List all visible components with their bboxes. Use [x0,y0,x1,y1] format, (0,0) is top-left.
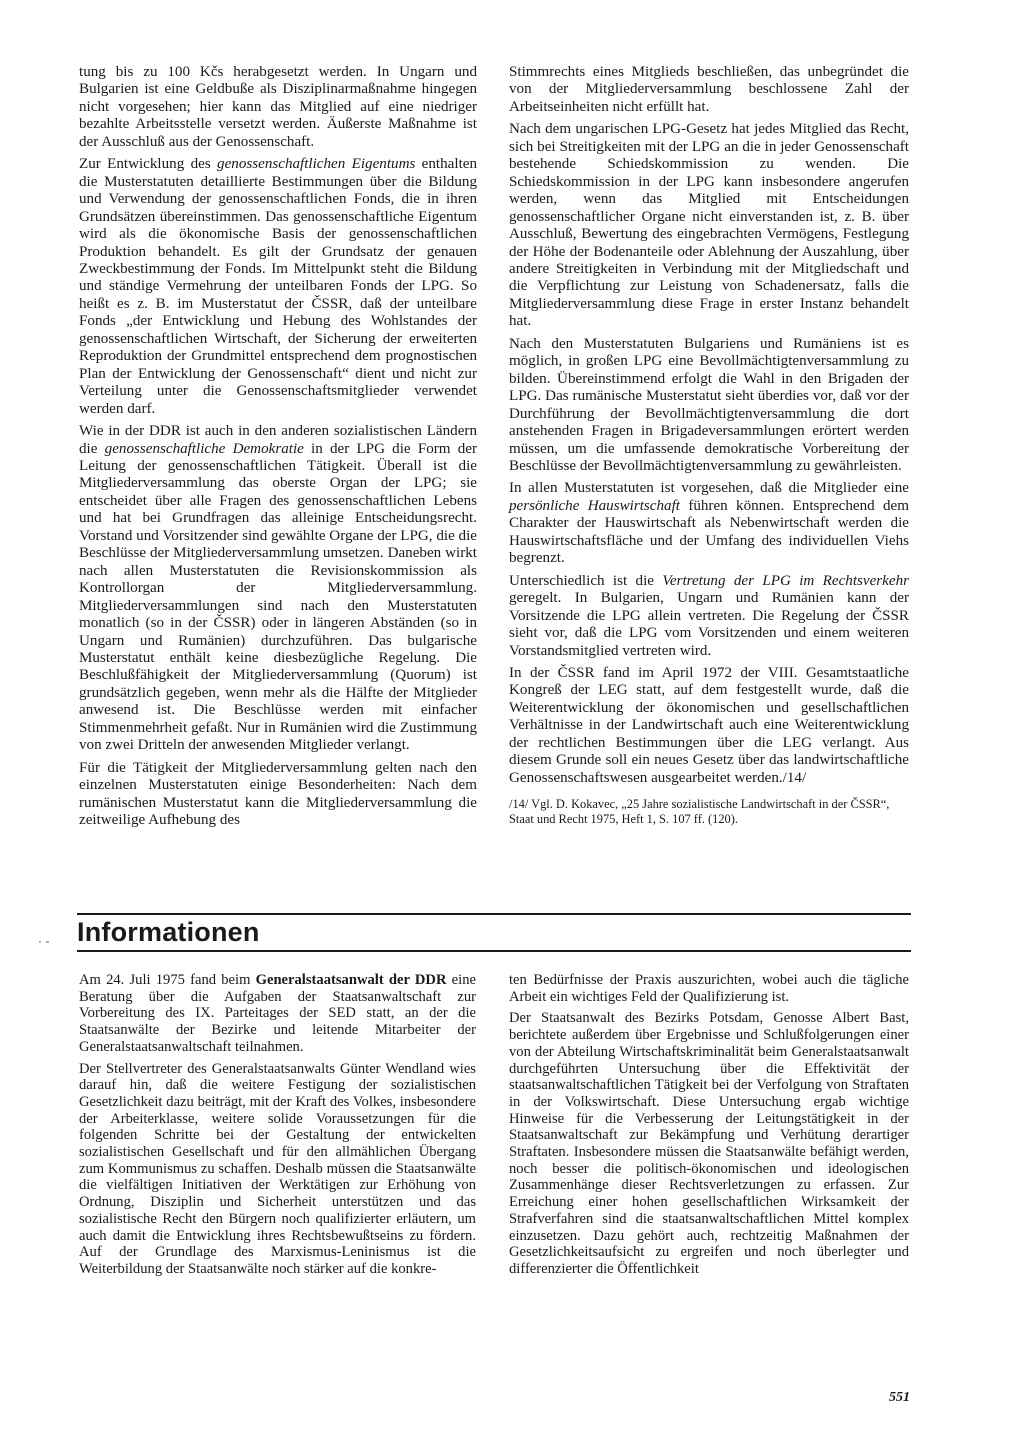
bold-term: Generalstaatsanwalt der DDR [255,972,447,988]
text-run: Unterschiedlich ist die [509,572,663,589]
footnote: /14/ Vgl. D. Kokavec, „25 Jahre sozialistische Landwirtschaft in der ČSSR“, Staat und Recht 1975, Heft 1, S. 107 ff. (120). [509,797,890,826]
emphasis-term: genossenschaftliche Demokratie [104,440,304,457]
article-left-column [79,64,477,834]
text-run: Zur Entwicklung des [79,156,218,173]
text-run: führen können. Entsprechend dem Charakter der Hauswirtschaft als Nebenwirtschaft werden die Hauswirtschaftsfläche und der Umfang des individuellen Viehs begrenzt. [509,497,910,567]
text-run: in der LPG die Form der Leitung der genossenschaftlichen Tätigkeit. Überall ist die Mitgliederversammlung das oberste Organ der LPG; sie entscheidet über alle Fragen des genossenschaftlichen Lebens und hat bei Grundfragen das alleinige Entscheidungsrecht. Vorstand und Vorsitzender sind gewählte Organe der LPG, die die Beschlüsse der Mitgliederversammlung umsetzen. Daneben wirkt nach allen Musterstatuten die Revisionskommission als Kontrollorgan der Mitgliederversammlung. Mitgliederversammlungen sind nach den Musterstatuten monatlich (so in der ČSSR) oder in längeren Abständen (so in Ungarn und Rumänien) durchzuführen. Das bulgarische Musterstatut enthält keine diesbezügliche Regelung. Die Beschlußfähigkeit der Mitgliederversammlung (Quorum) ist grundsätzlich gegeben, wenn mehr als die Hälfte der Mitglieder anwesend ist. Die Beschlüsse werden mit einfacher Stimmenmehrheit gefaßt. Nur in Rumänien wird die Zustimmung von zwei Dritteln der anwesenden Mitglieder verlangt. [79,440,478,754]
paragraph [509,573,909,660]
paragraph: Nach den Musterstatuten Bulgariens und Rumäniens ist es möglich, in großen LPG eine Bevollmächtigtenversammlung zu bilden. Übereinstimmend erfolgt die Wahl in den Brigaden der LPG. Das rumänische Musterstatut sieht überdies vor, daß vor der Durchführung der Bevollmächtigtenversammlung die dort anstehenden Fragen in Brigadeversammlungen erörtert werden müssen, um die umfassende demokratische Vorbereitung der Beschlüsse der Bevollmächtigtenversammlung zu gewährleisten. [509,335,909,474]
paragraph: In der ČSSR fand im April 1972 der VIII. Gesamtstaatliche Kongreß der LEG statt, auf dem festgestellt wurde, daß die Weiterentwicklung der ökonomischen und gesellschaftlichen Verhältnisse in der Landwirtschaft auch eine Weiterentwicklung der rechtlichen Bestimmungen über die LEG verlangt. Aus diesem Grunde soll ein neues Gesetz über das landwirtschaftliche Genossenschaftswesen ausgearbeitet werden./14/ [509,664,909,786]
paragraph: ten Bedürfnisse der Praxis auszurichten, wobei auch die tägliche Arbeit ein wichtiges Feld der Qualifizierung ist. [509,972,909,1005]
emphasis-term: Vertretung der LPG im Rechtsverkehr [662,572,909,589]
text-run: geregelt. In Bulgarien, Ungarn und Rumänien kann der Vorsitzende die LPG allein vertreten. Die Regelung der ČSSR sieht vor, daß die LPG vom Vorsitzenden und einem weiteren Vorstandsmitglied vertreten wird. [509,590,909,659]
paragraph [79,156,477,418]
article-right-column [509,64,909,831]
paragraph [79,423,477,755]
paragraph: Stimmrechts eines Mitglieds beschließen, das unbegründet die von der Mitgliederversammlung beschlossene Zahl der Arbeitseinheiten nicht erfüllt hat. [509,64,909,115]
margin-mark: · - [38,934,50,948]
info-right-column [509,972,909,1283]
paragraph: Für die Tätigkeit der Mitgliederversammlung gelten nach den einzelnen Musterstatuten einige Besonderheiten: Nach dem rumänischen Musterstatut kann die Mitgliederversammlung die zeitweilige Aufhebung des [79,759,477,829]
text-run: Wie in der DDR ist auch in den anderen sozialistischen Ländern die [79,423,477,457]
emphasis-term: persönliche Hauswirtschaft [509,497,680,514]
section-rule-top [77,913,911,915]
info-left-column [79,972,476,1283]
paragraph [79,972,476,1056]
text-run: eine Beratung über die Aufgaben der Staatsanwaltschaft zur Vorbereitung des IX. Parteitages der SED statt, an der die Staatsanwälte der Bezirke und leitende Mitarbeiter der Generalstaatsanwaltschaft teilnahmen. [79,972,476,1055]
text-run: Am 24. Juli 1975 fand beim [79,972,256,988]
paragraph: Nach dem ungarischen LPG-Gesetz hat jedes Mitglied das Recht, sich bei Streitigkeiten mit der LPG an die in jeder Genossenschaft bestehende Schiedskommission zu wenden. Die Schiedskommission in der LPG kann insbesondere angerufen werden, wenn das Mitglied mit Entscheidungen genossenschaftlicher Organe nicht einverstanden ist, z. B. über Ausschluß, Bewertung des eingebrachten Vermögens, Festlegung der Höhe der Bodenanteile oder Ablehnung der Auszahlung, über andere Streitigkeiten in Verbindung mit der Mitgliedschaft und die Verpflichtung zur Leistung von Schadenersatz, falls die Mitgliederversammlung diese Frage in erster Instanz behandelt hat. [509,121,909,330]
page-number: 551 [889,1390,910,1405]
paragraph [509,480,909,567]
text-run: In allen Musterstatuten ist vorgesehen, daß die Mitglieder eine [509,480,909,497]
section-title: Informationen [77,917,260,947]
text-run: enthalten die Musterstatuten detaillierte Bestimmungen über die Bildung und Verwendung der genossenschaftlichen Fonds, die in ihren Grundsätzen übereinstimmen. Das genossenschaftliche Eigentum wird als die ökonomische Basis der genossenschaftlichen Produktion behandelt. Es gilt der Grundsatz der genauen Zweckbestimmung der Fonds. Im Mittelpunkt steht die Bildung und ständige Vermehrung der unteilbaren Fonds der LPG. So heißt es z. B. im Musterstatut der ČSSR, daß der unteilbare Fonds „der Entwicklung und Hebung des Wohlstandes der genossenschaftlichen Wirtschaft, der Sicherung der erweiterten Reproduktion der Grundmittel entsprechend dem prognostischen Plan der Entwicklung der Genossenschaft“ dient und nicht zur Verteilung unter die Genossenschaftsmitglieder verwendet werden darf. [79,156,478,417]
emphasis-term: genossenschaftlichen Eigentums [217,156,416,173]
paragraph: Der Stellvertreter des Generalstaatsanwalts Günter Wendland wies darauf hin, daß die weitere Festigung der sozialistischen Gesetzlichkeit dazu beiträgt, mit der Kraft des Volkes, insbesondere der Arbeiterklasse, weitere solide Voraussetzungen für die folgenden Schritte bei der Gestaltung der entwickelten sozialistischen Gesellschaft und für den allmählichen Übergang zum Kommunismus zu schaffen. Deshalb müssen die Staatsanwälte die vielfältigen Initiativen der Werktätigen zur Erhöhung von Ordnung, Disziplin und Sicherheit unterstützen und das sozialistische Recht den Bürgern noch qualifizierter erläutern, um auch damit die Entwicklung ihres Rechtsbewußtseins zu fördern. Auf der Grundlage des Marxismus-Leninismus ist die Weiterbildung der Staatsanwälte noch stärker auf die konkre- [79,1060,476,1277]
paragraph: Der Staatsanwalt des Bezirks Potsdam, Genosse Albert Bast, berichtete außerdem über Ergebnisse und Schlußfolgerungen einer von der Abteilung Wirtschaftskriminalität beim Generalstaatsanwalt durchgeführten Untersuchung über die Effektivität der staatsanwaltschaftlichen Tätigkeit bei der Verfolgung von Straftaten in der Volkswirtschaft. Diese Untersuchung ergab wichtige Hinweise für die Verbesserung der Leitungstätigkeit in der Staatsanwaltschaft zur Bekämpfung und Verhütung derartiger Straftaten. Insbesondere müssen die Staatsanwälte befähigt werden, noch besser die politisch-ökonomischen und ideologischen Zusammenhänge dieser Rechtsverletzungen zu erfassen. Zur Erreichung einer hohen gesellschaftlichen Wirksamkeit der Strafverfahren sind die staatsanwaltschaftlichen Mittel komplex einzusetzen. Dazu gehört auch, rechtzeitig Maßnahmen der Gesetzlichkeitsaufsicht zu ergreifen und noch überlegter und differenzierter die Öffentlichkeit [509,1010,909,1277]
section-rule-bottom [77,950,911,952]
paragraph: tung bis zu 100 Kčs herabgesetzt werden. In Ungarn und Bulgarien ist eine Geldbuße als Disziplinarmaßnahme hingegen nicht vorgesehen; hier kann das Mitglied auf eine niedriger bezahlte Arbeitsstelle versetzt werden. Äußerste Maßnahme ist der Ausschluß aus der Genossenschaft. [79,64,477,150]
